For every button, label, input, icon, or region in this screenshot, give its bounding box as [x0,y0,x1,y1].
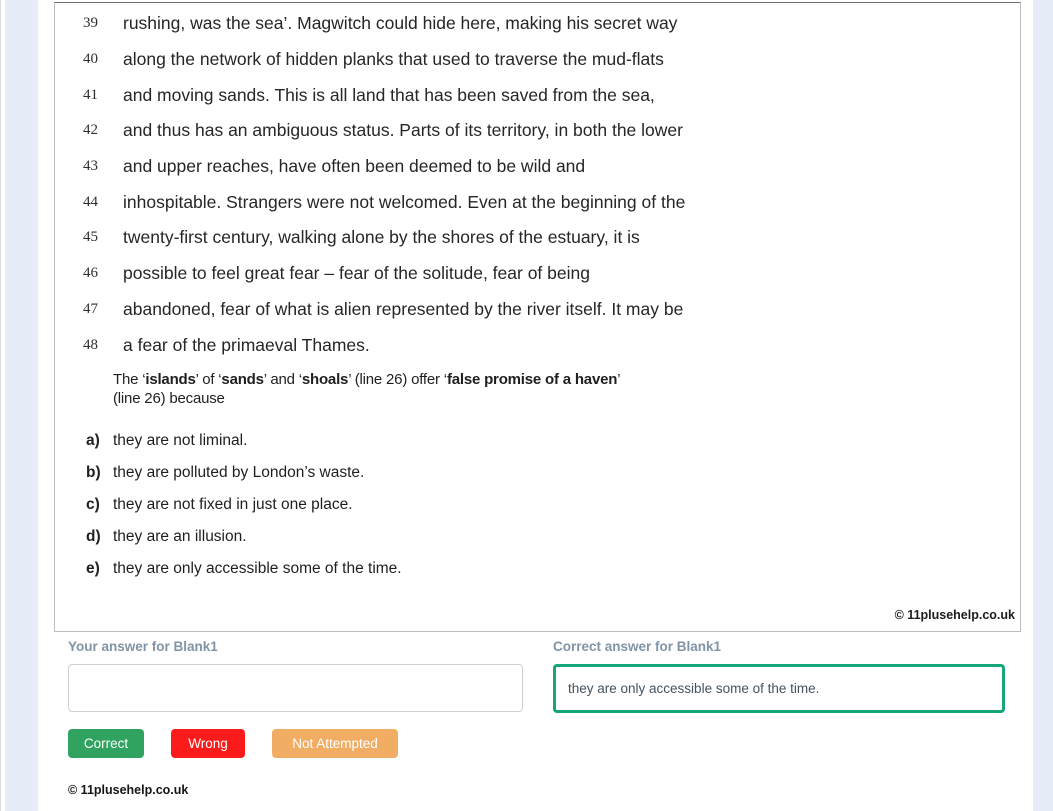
line-text: along the network of hidden planks that used to traverse the mud-flats [123,49,664,70]
correct-answer-box [553,664,1005,713]
option-letter: a) [86,431,100,449]
question-segment-bold: sands [221,370,264,388]
line-number: 44 [83,193,98,210]
option-text: they are not liminal. [113,431,248,449]
passage-line [55,6,1020,42]
line-text: abandoned, fear of what is alien represented by the river itself. It may be [123,298,684,319]
option-c [86,489,1020,521]
wrong-button[interactable]: Wrong [171,729,245,758]
correct-button[interactable]: Correct [68,729,144,758]
passage-line [55,77,1020,113]
your-answer-label: Your answer for Blank1 [68,639,218,654]
option-letter: d) [86,527,101,545]
option-b [86,457,1020,489]
question-segment-bold: islands [145,370,196,388]
line-number: 46 [83,265,98,282]
passage-panel [54,2,1021,632]
passage-line [55,149,1020,185]
line-text: and upper reaches, have often been deemed to be wild and [123,156,586,177]
question-segment-bold: false promise of a haven [446,370,618,388]
option-d [86,521,1020,553]
question-segment: ’ [617,370,621,388]
line-number: 41 [83,86,98,103]
question-segment: ’ (line 26) offer ‘ [348,370,447,388]
question-segment: ’ and ‘ [263,370,302,388]
correct-answer-label: Correct answer for Blank1 [553,639,722,654]
your-answer-input[interactable] [68,664,523,712]
question-line2: (line 26) because [113,390,225,408]
option-letter: e) [86,559,100,577]
line-number: 40 [83,51,98,68]
line-text: possible to feel great fear – fear of the solitude, fear of being [123,263,590,284]
window-edge-line [0,0,1,811]
passage-line [55,113,1020,149]
option-text: they are only accessible some of the time. [113,559,402,577]
question-segment: The ‘ [113,370,146,388]
passage-line [55,42,1020,78]
line-text: and moving sands. This is all land that has been saved from the sea, [123,84,655,105]
line-text: twenty-first century, walking alone by the shores of the estuary, it is [123,227,640,248]
line-number: 47 [83,300,98,317]
passage-line [55,184,1020,220]
correct-answer-value: they are only accessible some of the time. [568,681,820,696]
line-text: rushing, was the sea’. Magwitch could hide here, making his secret way [123,13,678,34]
option-text: they are polluted by London’s waste. [113,463,365,481]
question-text [113,370,793,409]
options-list [55,425,1020,585]
line-number: 39 [83,15,98,32]
option-e [86,553,1020,585]
passage-line [55,327,1020,363]
line-number: 45 [83,229,98,246]
question-segment-bold: shoals [301,370,349,388]
line-text: a fear of the primaeval Thames. [123,334,370,355]
line-number: 43 [83,158,98,175]
passage-line [55,292,1020,328]
option-text: they are not fixed in just one place. [113,495,353,513]
page-margin-right [1033,0,1053,811]
not-attempted-button[interactable]: Not Attempted [272,729,398,758]
panel-copyright: © 11plusehelp.co.uk [894,608,1015,622]
passage-line [55,220,1020,256]
line-number: 42 [83,122,98,139]
line-text: inhospitable. Strangers were not welcomed. Even at the beginning of the [123,191,686,212]
option-letter: c) [86,495,100,513]
option-a [86,425,1020,457]
option-text: they are an illusion. [113,527,247,545]
footer-copyright: © 11plusehelp.co.uk [68,783,189,797]
question-segment: ’ of ‘ [195,370,222,388]
line-number: 48 [83,336,98,353]
line-text: and thus has an ambiguous status. Parts of its territory, in both the lower [123,120,683,141]
passage-line [55,256,1020,292]
page-margin-left [5,0,38,811]
option-letter: b) [86,463,101,481]
